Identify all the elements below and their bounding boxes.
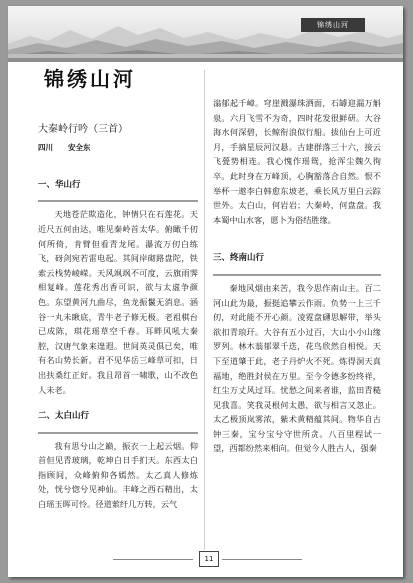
- article-title: 锦绣山河: [44, 67, 136, 91]
- article-subtitle: 大秦岭行吟（三首）: [38, 123, 128, 135]
- document-page: [8, 6, 403, 577]
- left-column: [38, 67, 198, 512]
- section-heading-zhongnanshan: 三、终南山行: [213, 253, 265, 264]
- column-divider: [204, 70, 205, 550]
- section-rule: [213, 274, 381, 276]
- section-rule: [38, 432, 198, 434]
- banner-band: [8, 54, 403, 58]
- page-number: 11: [199, 551, 219, 567]
- section-heading-taibaishan: 二、太白山行: [38, 411, 90, 422]
- page-number-rule-right: [222, 559, 302, 560]
- poem-text-taibaishan-continued: 滃郁起千嶂。穹崖溅瀑珠洒面，石罅迎漏万斛泉。六月飞雪不为奇，四时花发很鲜研。大谷海水何深碧，长鲸衔浪似行船。拔仙台上可近月，手摘星辰河汉悬。古建群落三十六，接云飞甍势相连。我心愧作瑶鸳，抢浑尘魏久徇卒。此时身在万峰顶，心胸豁落合自然。恨不举杯一遨李白韩愈东坡老，乘长风万里白云踪世外。太白山，何岩岩；大秦岭，何盘盘。我本蜀中山水客，愿卜为俗结胜缘。: [213, 98, 381, 225]
- author-line: 四川 安全东: [38, 143, 91, 153]
- section-heading-huashan: 一、华山行: [38, 179, 81, 190]
- page-banner: [8, 6, 403, 62]
- poem-text-zhongnanshan: 秦地风烟由来苦，我今思作南山主。百二河山此为最，振挺追攀云作雨。负势一上三千仞，对此能不开心颜。凌霓盘礴思解带，举头欲扣青琅玕。大谷有五小过百，大山小小山缘罗列。林木蓊郁翠千迭，花鸟欣然自相悦。天下至道肇于此，老子丹炉火不死。炼得洞天真福地，绝胜封侯在万里。至今令德多纷终祥，红尘万丈风过耳。忧愁之间来者谁，监田青糙见我喜。笑我灵根何太愚，欲与相言又忽止。太乙极顶岚雾浓，紫术黄精蕴其间。物华自古钟三秦，宝兮宝兮守世所贪。八百里程试一望，西都纷然来相向。但觉今人胜古人，强秦: [213, 282, 381, 454]
- page-number-rule-left: [113, 559, 193, 560]
- right-column: [213, 96, 381, 456]
- poem-text-taibaishan: 我有思兮山之巅，振衣一上起云烟。仰首但见青玻璃，乾坤白日手扪天。东西太白指顾间，众峰俯仰各嫣然。太乙真人修炼处，恍兮惚兮见神仙。丰峰之西石精出，太白瑶玉晖可怜。径道萦纡几万转，云气: [38, 440, 198, 510]
- header-tag: 锦绣山河: [301, 18, 365, 32]
- section-rule: [38, 200, 198, 202]
- poem-text-huashan: 天地苍茫欺造化，钟情只在石莲花。天近尺五何由达，唯见秦岭首太华。俯瞰千仞何所倚，肯臂但看青龙尾。瀑流万仞白练飞，砑剑宛若雷电起。其间岸砌路盘陀，铁索云栈势崚嵘。天风飒飒不可度，云旗雨霁相复峰。莲花秀出香可识，欲与太虚争颜色。东望黄河九曲尽，鱼龙振鬣无消息。涵谷一丸未瞅底，青牛老子修无极。老祖棋台已成陈，琪花瑶草空千春。耳畔风吼大秦腔，汉唐气象来遑遐。世间英灵俱已矣，唯有名山势长新。君不见华岳三峰草可扣，日出扶桑红正好。我且昂首一啸歌，山不改色人未老。: [38, 209, 198, 395]
